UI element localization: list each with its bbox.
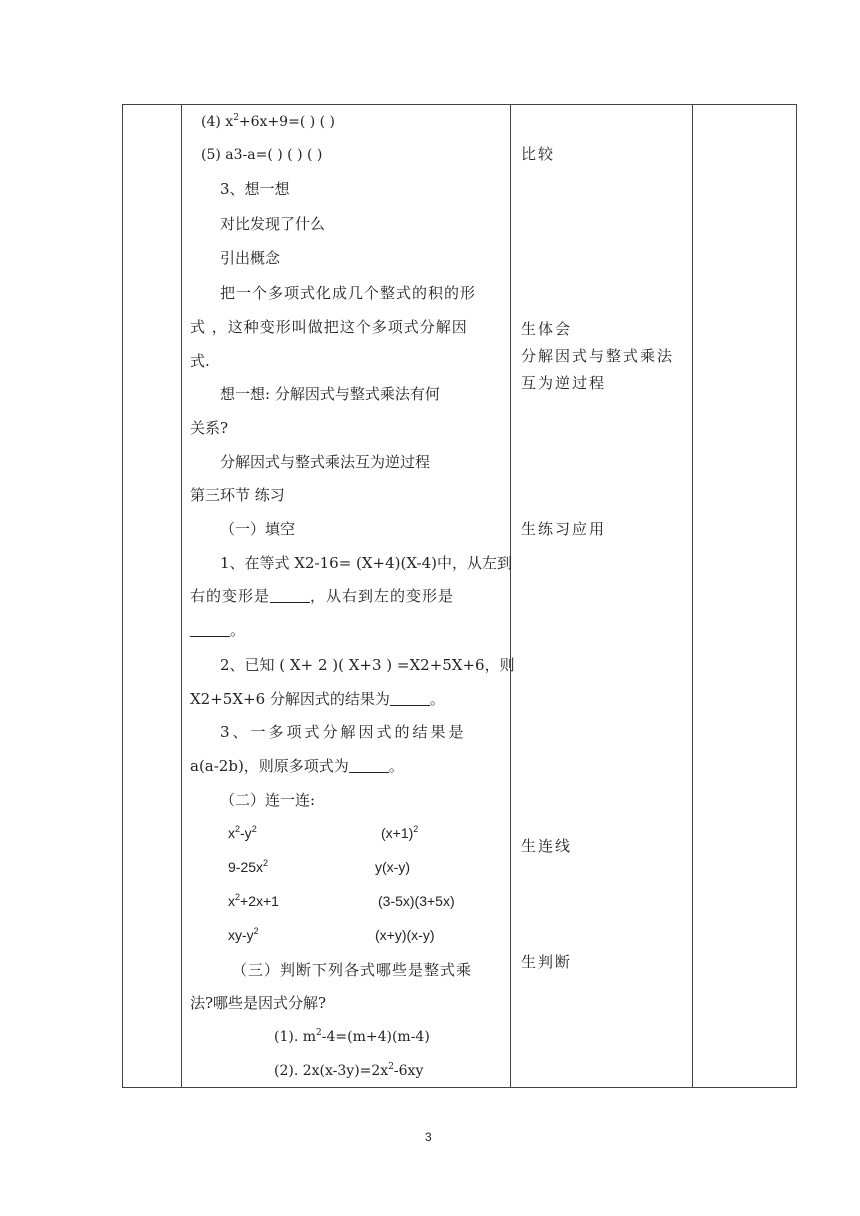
fill-heading: （一）填空 (220, 520, 296, 538)
answer-blank (390, 691, 430, 706)
table-border-top (122, 104, 797, 105)
column-divider-1 (181, 104, 182, 1088)
match-left-item: $x^2-y^2$ (228, 824, 257, 841)
match-left-item: $xy-y^2$ (228, 926, 259, 943)
ex1-line-3: 。 (190, 620, 245, 640)
match-right-item: y(x-y) (375, 859, 410, 875)
table-border-right (796, 104, 797, 1088)
judge-item-1: (1). $m^2-4=(m+4)(m-4)$ (274, 1028, 430, 1045)
match-right-item: (x+y)(x-y) (375, 927, 435, 943)
exercise-5: (5) a3-a=( ) ( ) ( ) (201, 147, 323, 163)
ex2-line-1: 2、已知 ( X+ 2 )( X+3 ) =X2+5X+6，则 (220, 656, 515, 674)
think-question-line-1: 想一想: 分解因式与整式乘法有何 (220, 385, 440, 403)
table-border-bottom (122, 1087, 797, 1088)
table-border-left (122, 104, 123, 1088)
match-left-item: $9-25x^2$ (228, 858, 269, 875)
student-practice: 生练习应用 (521, 520, 607, 538)
definition-line-2: 式 ，这种变形叫做把这个多项式分解因 (190, 318, 468, 336)
match-heading: （二）连一连: (220, 791, 316, 809)
ex1-line-2: 右的变形是 ，从右到左的变形是 (190, 587, 455, 605)
answer-blank (349, 758, 389, 773)
judge-item-2: (2). $2x(x-3y)=2x^2-6xy$ (274, 1062, 424, 1079)
match-right-item: (3-5x)(3+5x) (378, 893, 455, 909)
think-heading: 3、想一想 (220, 180, 290, 198)
section-3-heading: 第三环节 练习 (190, 486, 285, 504)
column-divider-3 (692, 104, 693, 1088)
match-right-item: $(x+1)^2$ (381, 824, 419, 841)
student-experience-line-3: 互为逆过程 (521, 374, 607, 392)
student-experience: 生体会 (521, 320, 573, 338)
judge-line-2: 法?哪些是因式分解? (190, 994, 327, 1012)
compare-line: 对比发现了什么 (220, 215, 326, 233)
answer-blank (270, 588, 310, 603)
judge-line-1: （三）判断下列各式哪些是整式乘 (232, 961, 473, 979)
student-compare: 比较 (521, 145, 556, 163)
student-experience-line-2: 分解因式与整式乘法 (521, 347, 675, 365)
ex1-line-1: 1、在等式 X2-16= (X+4)(X-4)中，从左到 (220, 554, 512, 572)
student-judge: 生判断 (521, 953, 573, 971)
answer-line: 分解因式与整式乘法互为逆过程 (220, 453, 431, 471)
think-question-line-2: 关系? (190, 419, 229, 437)
ex2-line-2: X2+5X+6 分解因式的结果为 。 (190, 690, 445, 708)
student-connect: 生连线 (521, 837, 573, 855)
answer-blank (190, 622, 230, 637)
intro-concept: 引出概念 (220, 249, 281, 267)
ex3-line-1: 3、一多项式分解因式的结果是 (220, 723, 467, 741)
definition-line-3: 式. (190, 352, 210, 370)
page-number: 3 (425, 1130, 432, 1144)
exercise-4: (4) $x^2+6x+9=$( ) ( ) (201, 113, 336, 130)
ex3-line-2: a(a-2b)，则原多项式为 。 (190, 757, 404, 775)
column-divider-2 (510, 104, 511, 1088)
definition-line-1: 把一个多项式化成几个整式的积的形 (220, 284, 477, 302)
match-left-item: $x^2+2x+1$ (228, 892, 279, 909)
